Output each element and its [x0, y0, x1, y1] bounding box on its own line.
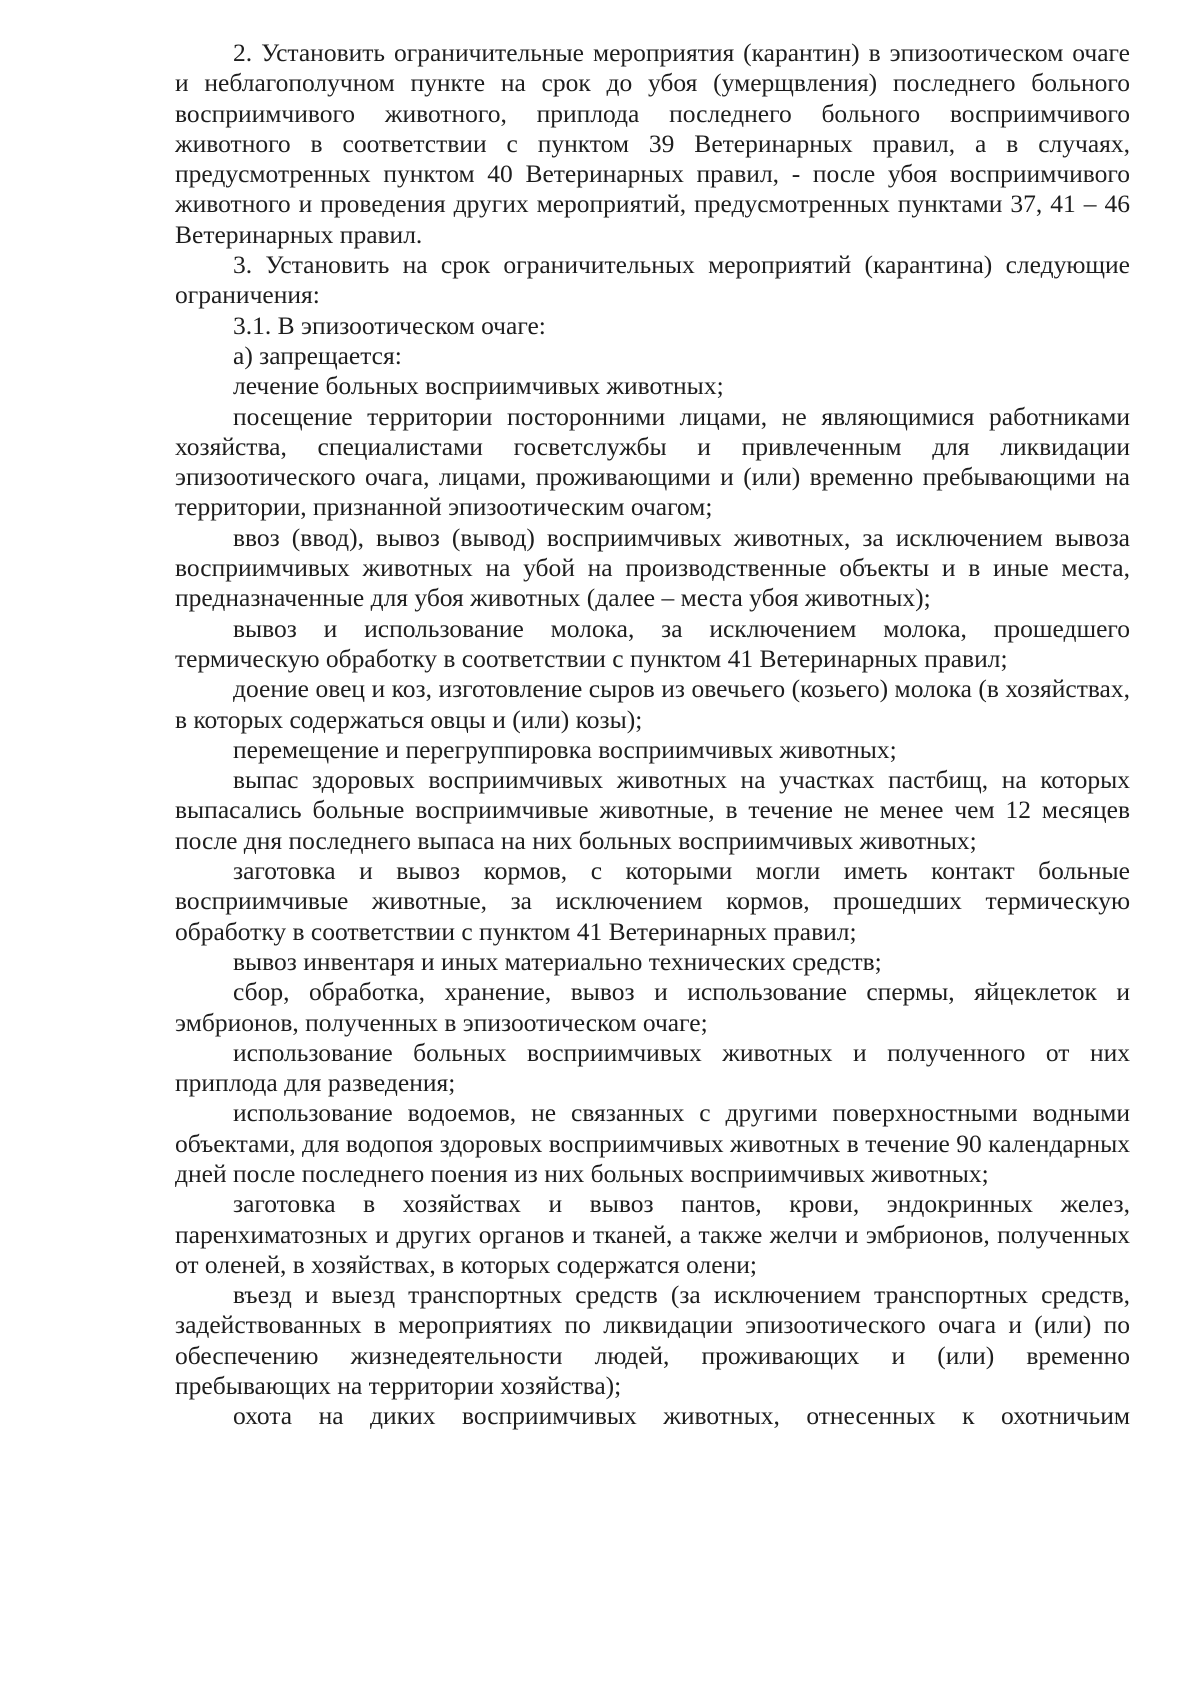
list-item: использование водоемов, не связанных с другими поверхностными водными объектами, для водопоя здоровых восприимчивых животных в течение 90 календарных дней после последнего поения из них больных восприимчивых животных;: [175, 1098, 1130, 1188]
list-item: посещение территории посторонними лицами, не являющимися работниками хозяйства, специалистами госветслужбы и привлеченным для ликвидации эпизоотического очага, лицами, проживающими и (или) временно пребывающими на территории, признанной эпизоотическим очагом;: [175, 401, 1130, 522]
list-item: въезд и выезд транспортных средств (за исключением транспортных средств, задействованных в мероприятиях по ликвидации эпизоотического очага и (или) по обеспечению жизнедеятельности людей, проживающих и (или) временно пребывающих на территории хозяйства);: [175, 1280, 1130, 1401]
document-page: [175, 38, 1130, 1432]
subheading-epizootic-focus: 3.1. В эпизоотическом очаге:: [233, 310, 546, 340]
list-item: перемещение и перегруппировка восприимчивых животных;: [233, 734, 897, 764]
list-item: охота на диких восприимчивых животных, отнесенных к охотничьим: [233, 1401, 1130, 1431]
list-item: сбор, обработка, хранение, вывоз и использование спермы, яйцеклеток и эмбрионов, полученных в эпизоотическом очаге;: [175, 977, 1130, 1037]
paragraph-restrictions-intro: 3. Установить на срок ограничительных мероприятий (карантина) следующие ограничения:: [175, 250, 1130, 310]
list-item: заготовка и вывоз кормов, с которыми могли иметь контакт больные восприимчивые животные, за исключением кормов, прошедших термическую обработку в соответствии с пунктом 41 Ветеринарных правил;: [175, 856, 1130, 946]
paragraph-quarantine-term: 2. Установить ограничительные мероприятия (карантин) в эпизоотическом очаге и неблагополучном пункте на срок до убоя (умерщвления) последнего больного восприимчивого животного, приплода последнего больного восприимчивого животного в соответствии с пунктом 39 Ветеринарных правил, а в случаях, предусмотренных пунктом 40 Ветеринарных правил, - после убоя восприимчивого животного и проведения других мероприятий, предусмотренных пунктами 37, 41 – 46 Ветеринарных правил.: [175, 38, 1130, 249]
list-item: использование больных восприимчивых животных и полученного от них приплода для разведения;: [175, 1037, 1130, 1098]
list-item: вывоз инвентаря и иных материально технических средств;: [233, 946, 882, 976]
list-item: доение овец и коз, изготовление сыров из овечьего (козьего) молока (в хозяйствах, в которых содержаться овцы и (или) козы);: [175, 674, 1130, 734]
list-item: ввоз (ввод), вывоз (вывод) восприимчивых животных, за исключением вывоза восприимчивых животных на убой на производственные объекты и в иные места, предназначенные для убоя животных (далее – места убоя животных);: [175, 522, 1130, 613]
list-item: лечение больных восприимчивых животных;: [233, 371, 724, 401]
list-item: вывоз и использование молока, за исключением молока, прошедшего термическую обработку в соответствии с пунктом 41 Ветеринарных правил;: [175, 613, 1130, 673]
list-item: заготовка в хозяйствах и вывоз пантов, крови, эндокринных желез, паренхиматозных и других органов и тканей, а также желчи и эмбрионов, полученных от оленей, в хозяйствах, в которых содержатся олени;: [175, 1189, 1130, 1279]
subheading-prohibited: а) запрещается:: [233, 340, 402, 370]
list-item: выпас здоровых восприимчивых животных на участках пастбищ, на которых выпасались больные восприимчивые животные, в течение не менее чем 12 месяцев после дня последнего выпаса на них больных восприимчивых животных;: [175, 765, 1130, 855]
